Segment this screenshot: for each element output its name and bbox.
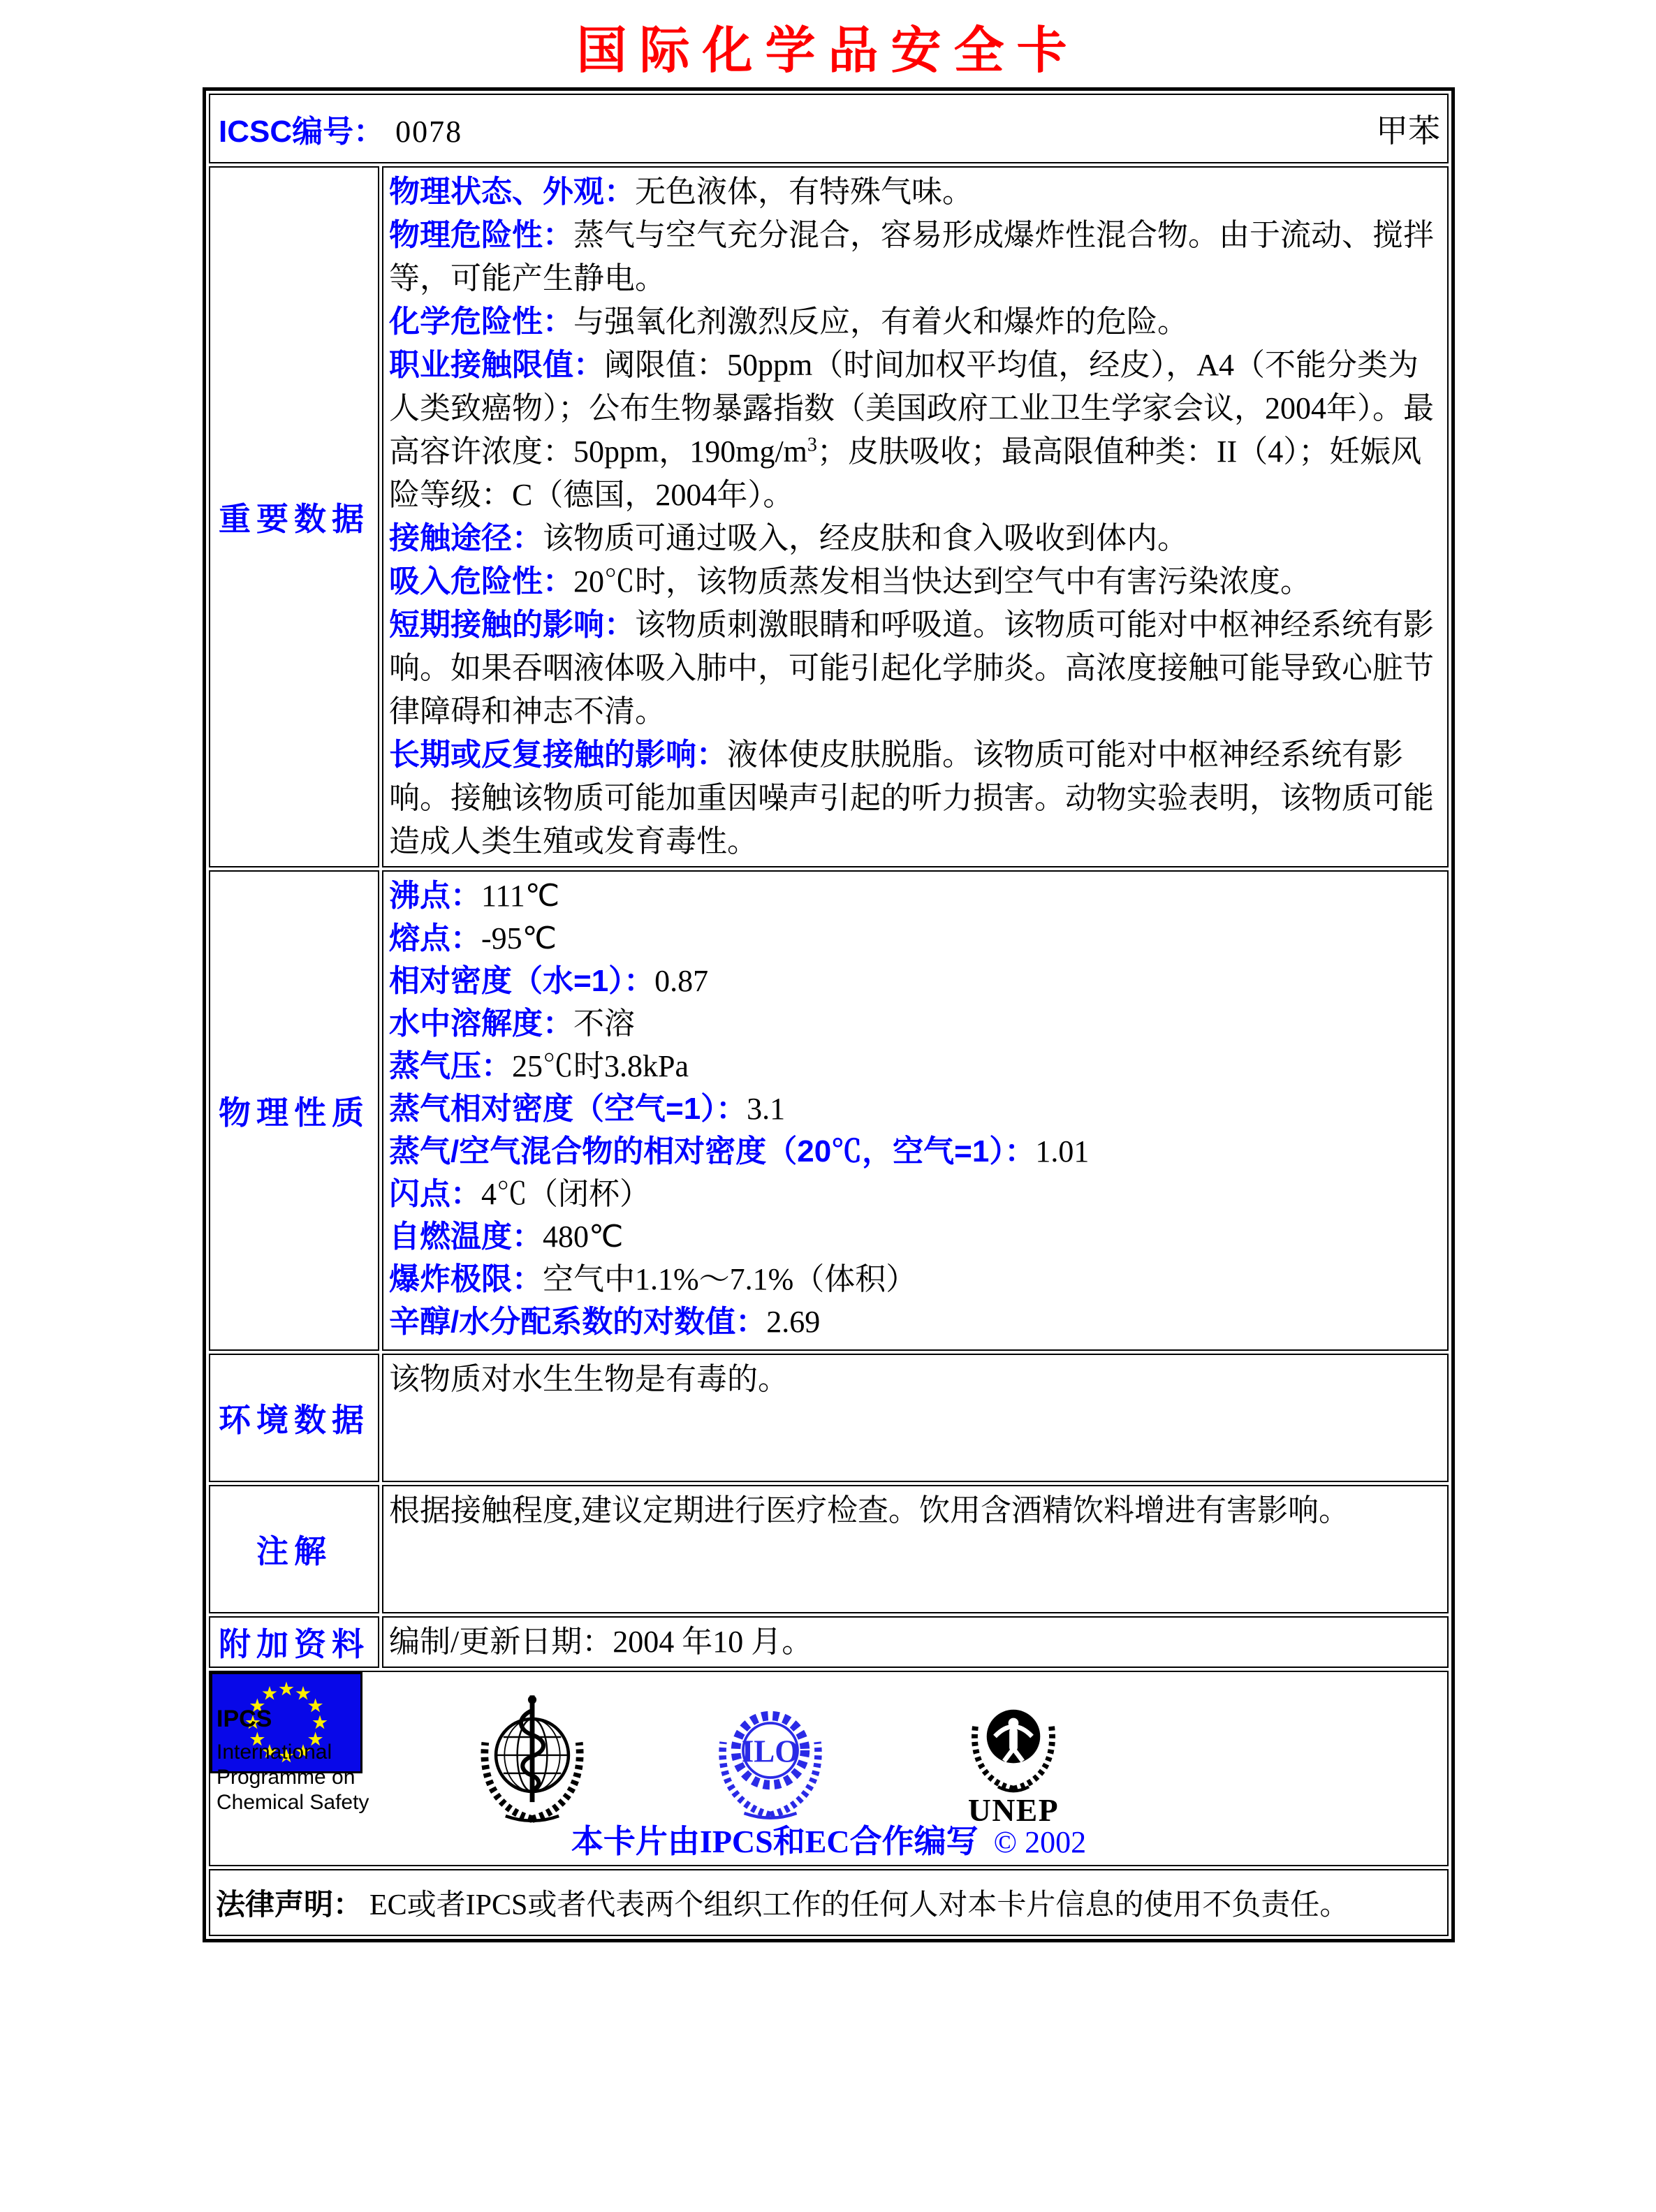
ipcs-text-block [217, 1706, 369, 1815]
icsc-number-group [219, 106, 462, 151]
date-label: 编制/更新日期： [389, 1625, 613, 1659]
credit-text: 本卡片由IPCS和EC合作编写 [571, 1824, 979, 1859]
important-data-content [382, 166, 1449, 867]
additional-info-content [382, 1616, 1449, 1668]
physical-properties-row [209, 870, 1449, 1351]
ipcs-description-line: Chemical Safety [217, 1791, 369, 1814]
environmental-data-content [382, 1354, 1449, 1482]
important-data-item: 短期接触的影响：该物质刺激眼睛和呼吸道。该物质可能对中枢神经系统有影响。如果吞咽液体吸入肺中，可能引起化学肺炎。高浓度接触可能导致心脏节律障碍和神志不清。 [389, 608, 1434, 728]
important-data-item: 接触途径：该物质可通过吸入，经皮肤和食入吸收到体内。 [389, 521, 1188, 555]
legal-label: 法律声明： [216, 1888, 363, 1921]
section-label-environmental-data: 环境数据 [209, 1354, 379, 1482]
physical-property-item: 辛醇/水分配系数的对数值：2.69 [389, 1305, 821, 1339]
section-label-additional-info: 附加资料 [209, 1616, 379, 1668]
header-cell [209, 94, 1449, 163]
important-data-item: 吸入危险性：20℃时，该物质蒸发相当快达到空气中有害污染浓度。 [389, 564, 1311, 599]
physical-properties-items [389, 874, 1442, 1343]
ipcs-acronym: IPCS [217, 1706, 272, 1732]
legal-text: EC或者IPCS或者代表两个组织工作的任何人对本卡片信息的使用不负责任。 [369, 1889, 1349, 1921]
ilo-logo-icon [708, 1692, 833, 1822]
physical-property-item: 蒸气/空气混合物的相对密度（20℃，空气=1）：1.01 [389, 1134, 1090, 1169]
notes-text: 根据接触程度,建议定期进行医疗检查。饮用含酒精饮料增进有害影响。 [389, 1493, 1349, 1528]
logos-row [209, 1671, 1449, 1866]
legal-cell [209, 1869, 1449, 1936]
ipcs-description-line: Programme on [217, 1766, 356, 1789]
physical-properties-content [382, 870, 1449, 1351]
page-title: 国际化学品安全卡 [576, 23, 1080, 79]
physical-property-item: 蒸气压：25℃时3.8kPa [389, 1049, 689, 1083]
logos-cell [209, 1671, 1449, 1866]
copyright-text: © 2002 [993, 1825, 1087, 1859]
icsc-number-value: 0078 [395, 115, 463, 149]
important-data-item: 职业接触限值：阈限值：50ppm（时间加权平均值，经皮），A4（不能分类为人类致癌物）；公布生物暴露指数（美国政府工业卫生学家会议，2004年）。最高容许浓度：50ppm，$190mg/m^3$；皮肤吸收；最高限值种类：II（4）；妊娠风险等级：C（德国，2004年）。 [389, 348, 1434, 512]
ipcs-description [217, 1740, 369, 1815]
environmental-data-text: 该物质对水生生物是有毒的。 [389, 1362, 789, 1396]
physical-property-item: 水中溶解度：不溶 [389, 1006, 635, 1041]
physical-property-item: 蒸气相对密度（空气=1）：3.1 [389, 1092, 786, 1126]
header-row [209, 94, 1449, 163]
section-label-notes: 注解 [209, 1485, 379, 1613]
additional-info-row [209, 1616, 1449, 1668]
important-data-row [209, 166, 1449, 867]
important-data-item: 物理危险性：蒸气与空气充分混合，容易形成爆炸性混合物。由于流动、搅拌等，可能产生静电。 [389, 218, 1434, 295]
physical-property-item: 沸点：111℃ [389, 879, 560, 913]
icsc-table [203, 87, 1455, 1942]
unep-logo-text: UNEP [967, 1792, 1060, 1827]
physical-property-item: 相对密度（水=1）：0.87 [389, 964, 709, 998]
section-label-important-data: 重要数据 [209, 166, 379, 867]
physical-property-item: 熔点：-95℃ [389, 921, 557, 955]
date-value: 2004 年10 月。 [613, 1625, 813, 1659]
icsc-number-label: ICSC编号： [219, 115, 385, 149]
who-logo-icon [474, 1689, 591, 1826]
chemical-name: 甲苯 [1376, 113, 1440, 149]
unep-logo-icon [957, 1689, 1070, 1827]
physical-property-item: 闪点：4℃（闭杯） [389, 1177, 650, 1211]
important-data-item: 化学危险性：与强氧化剂激烈反应，有着火和爆炸的危险。 [389, 305, 1188, 339]
ipcs-description-line: International [217, 1741, 332, 1764]
important-data-item: 物理状态、外观：无色液体，有特殊气味。 [389, 175, 973, 209]
legal-row [209, 1869, 1449, 1936]
notes-row [209, 1485, 1449, 1613]
section-label-physical-properties: 物理性质 [209, 870, 379, 1351]
credit-line [210, 1816, 1447, 1862]
physical-property-item: 自燃温度：480℃ [389, 1219, 624, 1254]
ilo-logo-text: ILO [741, 1734, 800, 1769]
physical-property-item: 爆炸极限：空气中1.1%～7.1%（体积） [389, 1262, 917, 1296]
important-data-item: 长期或反复接触的影响：液体使皮肤脱脂。该物质可能对中枢神经系统有影响。接触该物质可能加重因噪声引起的听力损害。动物实验表明，该物质可能造成人类生殖或发育毒性。 [389, 738, 1434, 858]
important-data-items [389, 170, 1442, 863]
notes-content [382, 1485, 1449, 1613]
environmental-data-row [209, 1354, 1449, 1482]
